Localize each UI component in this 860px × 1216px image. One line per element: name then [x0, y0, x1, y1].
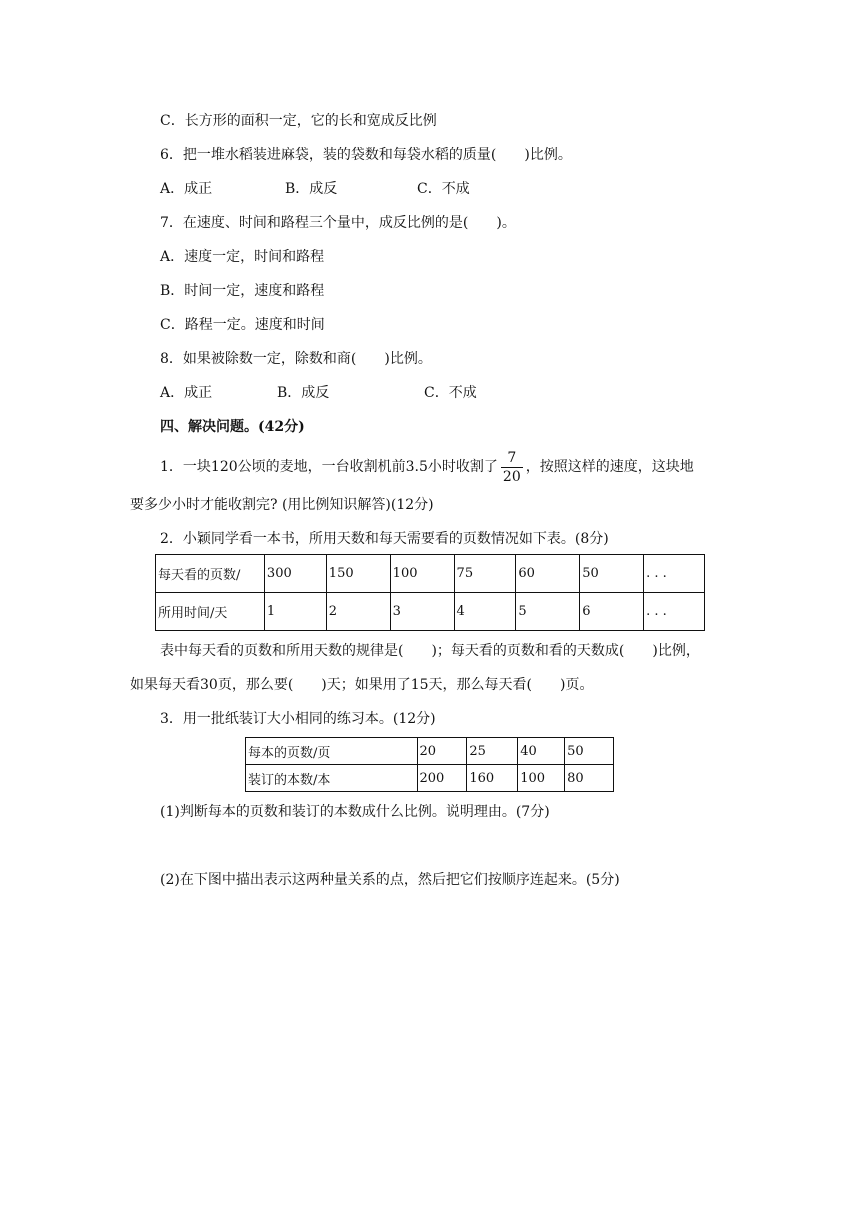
table-cell: 1 [264, 593, 326, 631]
table-cell: 40 [518, 738, 565, 765]
option-c: C．不成 [424, 385, 477, 401]
table-row [246, 738, 614, 765]
option-c-rectangle: C．长方形的面积一定，它的长和宽成反比例 [160, 113, 437, 129]
question-7: 7．在速度、时间和路程三个量中，成反比例的是( )。 [160, 215, 516, 231]
table-cell: 80 [565, 765, 614, 792]
problem-2-after-line-2: 如果每天看30页，那么要( )天；如果用了15天，那么每天看( )页。 [130, 677, 594, 693]
table-cell: 5 [516, 593, 580, 631]
table-cell: 50 [580, 555, 644, 593]
problem-3-intro: 3．用一批纸装订大小相同的练习本。(12分) [160, 711, 436, 727]
option-c: C．不成 [417, 181, 470, 197]
fraction-numerator: 7 [501, 449, 523, 468]
table-row [156, 555, 705, 593]
pages-books-table [245, 737, 614, 792]
question-7-option-a: A．速度一定，时间和路程 [160, 249, 325, 265]
table-cell: 50 [565, 738, 614, 765]
question-6: 6．把一堆水稻装进麻袋，装的袋数和每袋水稻的质量( )比例。 [160, 147, 572, 163]
table-cell: 每天看的页数/ [156, 555, 265, 593]
problem-2-intro: 2．小颖同学看一本书，所用天数和每天需要看的页数情况如下表。(8分) [160, 531, 609, 547]
problem-1-text-after: ，按照这样的速度，这块地 [525, 459, 694, 475]
table-cell: 3 [390, 593, 454, 631]
table-cell: . . . [644, 593, 705, 631]
table-cell: 2 [326, 593, 390, 631]
question-7-option-c: C．路程一定。速度和时间 [160, 317, 325, 333]
problem-2-after-line-1: 表中每天看的页数和所用天数的规律是( )；每天看的页数和看的天数成( )比例， [160, 643, 700, 659]
problem-1-line-1 [160, 445, 694, 489]
table-cell: 20 [417, 738, 467, 765]
table-cell: 4 [454, 593, 516, 631]
table-cell: 150 [326, 555, 390, 593]
table-cell: 25 [467, 738, 518, 765]
problem-1-line-2: 要多少小时才能收割完? (用比例知识解答)(12分) [130, 497, 434, 513]
table-cell: 100 [390, 555, 454, 593]
table-row [246, 765, 614, 792]
table-cell: . . . [644, 555, 705, 593]
option-a: A．成正 [160, 385, 213, 401]
table-cell: 75 [454, 555, 516, 593]
problem-3-sub-2: (2)在下图中描出表示这两种量关系的点，然后把它们按顺序连起来。(5分) [160, 872, 620, 888]
pages-days-table [155, 554, 705, 631]
option-b: B．成反 [277, 385, 330, 401]
table-cell: 300 [264, 555, 326, 593]
table-cell: 6 [580, 593, 644, 631]
table-row [156, 593, 705, 631]
table-cell: 每本的页数/页 [246, 738, 418, 765]
problem-1-text-before: 1．一块120公顷的麦地，一台收割机前3.5小时收割了 [160, 459, 498, 475]
option-b: B．成反 [285, 181, 338, 197]
table-cell: 160 [467, 765, 518, 792]
table-cell: 100 [518, 765, 565, 792]
table-cell: 200 [417, 765, 467, 792]
table-cell: 装订的本数/本 [246, 765, 418, 792]
problem-3-sub-1: (1)判断每本的页数和装订的本数成什么比例。说明理由。(7分) [160, 804, 550, 820]
table-cell: 所用时间/天 [156, 593, 265, 631]
question-8: 8．如果被除数一定，除数和商( )比例。 [160, 351, 432, 367]
fraction [501, 449, 523, 486]
table-cell: 60 [516, 555, 580, 593]
question-7-option-b: B．时间一定，速度和路程 [160, 283, 325, 299]
section-heading: 四、解决问题。(42分) [160, 419, 305, 435]
fraction-denominator: 20 [502, 468, 521, 485]
option-a: A．成正 [160, 181, 213, 197]
